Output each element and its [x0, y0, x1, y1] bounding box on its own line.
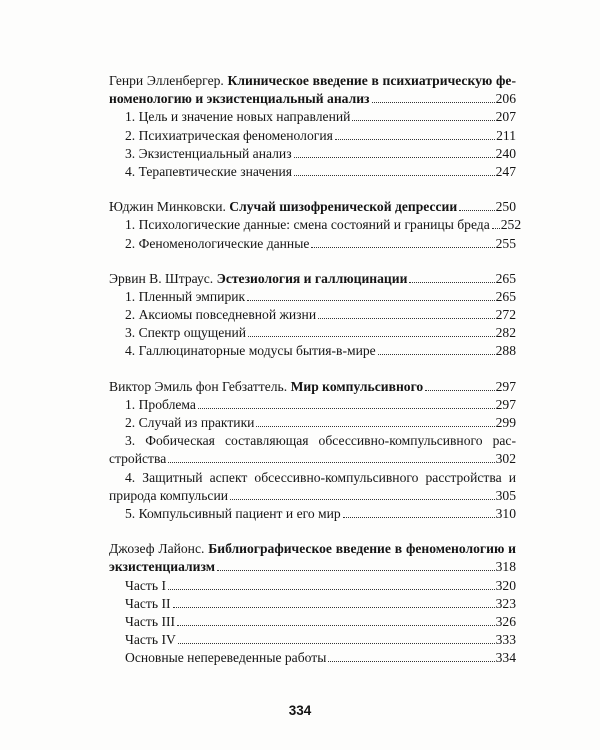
entry-text: Часть III — [125, 613, 176, 629]
toc-entry — [109, 216, 522, 234]
entry-text: 5. Компульсивный пациент и его мир — [125, 505, 341, 521]
toc-entry — [109, 414, 516, 432]
section-heading — [109, 270, 516, 288]
toc-entry — [109, 235, 516, 253]
dot-leader — [248, 336, 495, 337]
toc-entry — [109, 396, 516, 414]
toc-entry — [109, 505, 516, 523]
section-heading-text — [109, 198, 457, 216]
dot-leader — [352, 120, 494, 121]
chapter-title: Клиническое введение в психиатрическую фе- — [227, 73, 516, 88]
toc-section-gebsattel — [109, 378, 516, 524]
toc-section-lyons — [109, 540, 516, 667]
dot-leader — [492, 228, 500, 229]
entry-text: Часть II — [125, 595, 171, 611]
page-ref: 320 — [495, 577, 516, 593]
author-name: Генри Элленбергер. — [109, 73, 224, 88]
page-ref: 272 — [495, 307, 516, 323]
section-heading-text — [109, 270, 407, 288]
page-ref: 334 — [495, 650, 516, 666]
page-ref: 206 — [495, 91, 516, 107]
dot-leader — [409, 282, 494, 283]
page-ref: 282 — [495, 325, 516, 341]
toc-entry — [109, 288, 516, 306]
author-name: Виктор Эмиль фон Гебзаттель. — [109, 378, 288, 394]
toc-entry — [109, 145, 516, 163]
page-ref: 333 — [495, 632, 516, 648]
entry-text: 3. Экзистенциальный анализ — [125, 145, 292, 161]
dot-leader — [335, 139, 495, 140]
dot-leader — [230, 499, 495, 500]
entry-text: Часть IV — [125, 632, 176, 648]
page-ref: 265 — [495, 270, 516, 286]
dot-leader — [425, 390, 494, 391]
page-ref: 247 — [495, 163, 516, 179]
page-ref: 250 — [495, 199, 516, 215]
toc-entry — [109, 324, 516, 342]
section-heading-continued — [109, 558, 516, 576]
dot-leader — [343, 517, 495, 518]
section-heading — [109, 198, 516, 216]
chapter-title: Мир компульсивного — [290, 378, 424, 394]
entry-text: 1. Пленный эмпирик — [125, 288, 246, 304]
page-ref: 299 — [495, 415, 516, 430]
entry-text: природа компульсии — [109, 487, 228, 503]
toc-entry-continued — [109, 450, 516, 468]
page-ref: 265 — [495, 288, 516, 304]
dot-leader — [294, 157, 495, 158]
page-ref: 211 — [496, 127, 516, 143]
toc-entry — [109, 595, 516, 613]
toc-entry — [109, 163, 516, 181]
page-ref: 252 — [500, 217, 522, 233]
dot-leader — [168, 589, 495, 590]
table-of-contents — [109, 72, 522, 684]
toc-entry — [109, 127, 516, 145]
dot-leader — [256, 426, 494, 427]
dot-leader — [173, 607, 495, 608]
dot-leader — [318, 318, 495, 319]
dot-leader — [328, 661, 494, 662]
entry-text: 2. Аксиомы повседневной жизни — [125, 307, 317, 323]
toc-entry — [109, 577, 516, 595]
toc-entry — [109, 631, 516, 649]
page-ref: 240 — [495, 145, 516, 161]
entry-text: стройства — [109, 451, 167, 467]
dot-leader — [294, 175, 495, 176]
page-ref: 255 — [495, 235, 516, 251]
section-heading-continued — [109, 90, 516, 108]
chapter-title: Случай шизофренической депрессии — [229, 199, 458, 215]
entry-text: 1. Цель и значение новых направлений — [125, 109, 351, 125]
page-number: 334 — [288, 703, 312, 718]
dot-leader — [459, 210, 494, 211]
toc-entry — [109, 108, 516, 126]
dot-leader — [217, 570, 495, 571]
dot-leader — [247, 300, 494, 301]
toc-entry — [109, 649, 516, 667]
page-ref: 302 — [495, 451, 516, 467]
page-ref: 310 — [495, 505, 516, 521]
author-name: Джозеф Лайонс. — [109, 541, 205, 557]
dot-leader — [178, 643, 495, 644]
dot-leader — [311, 247, 494, 248]
section-heading — [109, 540, 516, 558]
page-ref: 297 — [495, 396, 516, 412]
page-ref: 318 — [495, 559, 516, 575]
toc-entry-continued — [109, 487, 516, 505]
page-ref: 326 — [495, 613, 516, 629]
section-heading-text — [109, 378, 423, 396]
dot-leader — [372, 102, 495, 103]
toc-section-straus — [109, 270, 516, 361]
toc-entry-first-line: 4. Защитный аспект обсессивно-компульсивного расстройства и — [125, 469, 516, 485]
entry-text: 1. Психологические данные: смена состояний и границы бреда — [125, 217, 490, 233]
dot-leader — [177, 625, 495, 626]
entry-text: 4. Терапевтические значения — [125, 163, 293, 179]
dot-leader — [198, 408, 495, 409]
author-name: Юджин Минковски. — [109, 199, 226, 215]
toc-entry — [109, 613, 516, 631]
toc-entry — [109, 342, 516, 360]
dot-leader — [378, 354, 495, 355]
author-name: Эрвин В. Штраус. — [109, 270, 214, 286]
toc-section-ellenberger — [109, 72, 516, 181]
page-ref: 288 — [495, 343, 516, 359]
entry-text: 1. Проблема — [125, 396, 196, 412]
page-ref: 207 — [495, 109, 516, 125]
entry-text: Основные непереведенные работы — [125, 650, 327, 666]
section-heading — [109, 72, 516, 90]
section-heading — [109, 378, 516, 396]
entry-text: 4. Галлюцинаторные модусы бытия-в-мире — [125, 343, 376, 359]
toc-entry-first-line: 3. Фобическая составляющая обсессивно-компульсивного рас- — [125, 433, 516, 449]
chapter-title: Эстезиология и галлюцинации — [216, 270, 408, 286]
entry-text: Часть I — [125, 577, 166, 593]
chapter-title-continued: экзистенциализм — [109, 559, 215, 575]
entry-text: 3. Спектр ощущений — [125, 325, 247, 341]
dot-leader — [168, 462, 494, 463]
page-ref: 297 — [495, 378, 516, 394]
chapter-title-continued: номенологию и экзистенциальный анализ — [109, 91, 370, 107]
entry-text: 2. Феноменологические данные — [125, 235, 310, 251]
page-ref: 323 — [495, 595, 516, 611]
entry-text: 2. Случай из практики — [125, 415, 255, 430]
toc-section-minkowski — [109, 198, 522, 253]
entry-text: 2. Психиатрическая феноменология — [125, 127, 333, 143]
page-ref: 305 — [495, 487, 516, 503]
toc-entry — [109, 306, 516, 324]
chapter-title: Библиографическое введение в феноменологию и — [208, 541, 517, 557]
